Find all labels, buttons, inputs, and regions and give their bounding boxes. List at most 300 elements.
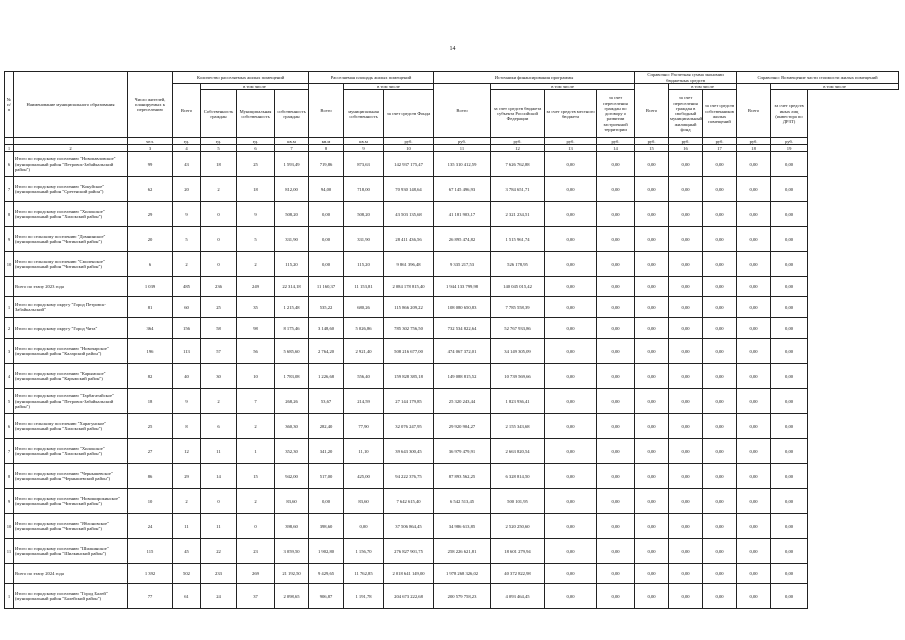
cell-e1: 0,00 (635, 539, 669, 564)
cell-e2: 0,00 (669, 389, 703, 414)
header-comp2: за счет средств иных лиц (инвестора по ДРЗТ) (771, 90, 808, 138)
cell-local: 0,00 (545, 227, 597, 252)
cell-c-total: 0,00 (703, 152, 737, 177)
cell-area-mun: 11 762,85 (344, 564, 384, 584)
cell-area-cit: 0,00 (309, 202, 344, 227)
table-row (5, 152, 899, 177)
cell-name: Итого по сельскому поселению "Смоленское" (муниципальный район "Читинский район") (14, 252, 128, 277)
cell-fund: 258 226 621,81 (434, 539, 491, 564)
table-total-row (5, 277, 899, 297)
cell-cit: 24 (201, 584, 237, 609)
cell-e1: 0,00 (635, 414, 669, 439)
cell-cit: 18 (201, 152, 237, 177)
cell-area-cit: 9 429,65 (309, 564, 344, 584)
cell-area: 352,30 (275, 439, 309, 464)
cell-area: 1 593,49 (275, 152, 309, 177)
cell-subject: 2 520 250,60 (491, 514, 545, 539)
cell-name: Итого по городскому поселению "Город Балей" (муниципальный район "Балейский район") (14, 584, 128, 609)
cell-no: 4 (5, 364, 14, 389)
cell-e2: 0,00 (669, 489, 703, 514)
cell-subject: 34 149 305,09 (491, 339, 545, 364)
cell-c2: 0,00 (771, 318, 808, 339)
cell-mun: 35 (237, 297, 275, 318)
cell-no: 1 (5, 297, 14, 318)
cell-people: 25 (128, 414, 173, 439)
cell-people: 86 (128, 464, 173, 489)
column-number-cell: 16 (669, 145, 703, 152)
cell-mun: 2 (237, 252, 275, 277)
cell-fin-total: 9 861 396,48 (384, 252, 434, 277)
cell-mun: 25 (237, 152, 275, 177)
unit-cell-empty (14, 138, 128, 145)
cell-local: 0,00 (545, 339, 597, 364)
cell-fund: 67 145 496,93 (434, 177, 491, 202)
cell-area-mun: 77,90 (344, 414, 384, 439)
cell-fin-total: 204 673 222,68 (384, 584, 434, 609)
cell-no: 10 (5, 252, 14, 277)
unit-cell: руб. (737, 138, 771, 145)
cell-people: 364 (128, 318, 173, 339)
cell-area: 5 685,60 (275, 339, 309, 364)
cell-e-total: 0,00 (597, 389, 635, 414)
cell-total: 485 (173, 277, 201, 297)
cell-subject: 2 155 343,68 (491, 414, 545, 439)
cell-area: 21 192,50 (275, 564, 309, 584)
cell-fund: 87 893 562,25 (434, 464, 491, 489)
cell-e1: 0,00 (635, 318, 669, 339)
cell-name: Итого по городскому округу "Город Петровск-Забайкальский" (14, 297, 128, 318)
cell-area-cit: 341,20 (309, 439, 344, 464)
cell-total: 9 (173, 389, 201, 414)
cell-fin-total: 27 144 179,85 (384, 389, 434, 414)
cell-local: 0,00 (545, 414, 597, 439)
cell-fin-total: 43 503 135,68 (384, 202, 434, 227)
cell-e1: 0,00 (635, 339, 669, 364)
header-municipality: Наименование муниципального образования (14, 72, 128, 138)
header-area-total: Всего (309, 84, 344, 138)
cell-total: 2 (173, 489, 201, 514)
unit-cell: руб. (771, 138, 808, 145)
cell-total: 43 (173, 152, 201, 177)
cell-no: 1 (5, 584, 14, 609)
cell-fin-total: 2 018 641 149,00 (384, 564, 434, 584)
cell-subject: 2 663 820,54 (491, 439, 545, 464)
table-row (5, 318, 899, 339)
cell-c2: 0,00 (771, 389, 808, 414)
cell-e2: 0,00 (669, 252, 703, 277)
table-row (5, 489, 899, 514)
cell-e-total: 0,00 (597, 539, 635, 564)
column-number-cell: 10 (384, 145, 434, 152)
header-area-incl: в том числе (344, 84, 434, 90)
cell-cit: 58 (201, 318, 237, 339)
column-number-cell: 9 (344, 145, 384, 152)
column-number-cell: 15 (635, 145, 669, 152)
cell-area: 2 098,65 (275, 584, 309, 609)
cell-c2: 0,00 (771, 464, 808, 489)
cell-e2: 0,00 (669, 297, 703, 318)
column-numbers-row (5, 145, 899, 152)
unit-cell: руб. (669, 138, 703, 145)
cell-local: 0,00 (545, 514, 597, 539)
cell-area: 1 215,48 (275, 297, 309, 318)
cell-local: 0,00 (545, 318, 597, 339)
column-number-cell: 4 (173, 145, 201, 152)
cell-fin-total: 142 937 175,47 (384, 152, 434, 177)
cell-people: 82 (128, 364, 173, 389)
cell-subject: 52 767 933,86 (491, 318, 545, 339)
cell-area-mun: 556,40 (344, 364, 384, 389)
cell-people: 62 (128, 177, 173, 202)
cell-mun: 18 (237, 177, 275, 202)
cell-e2: 0,00 (669, 514, 703, 539)
cell-mun: 10 (237, 364, 275, 389)
cell-mun: 23 (237, 539, 275, 564)
cell-no: 7 (5, 177, 14, 202)
header-count-total: Всего (173, 84, 201, 138)
cell-c1: 0,00 (737, 297, 771, 318)
cell-area: 268,26 (275, 389, 309, 414)
cell-people: 196 (128, 339, 173, 364)
cell-area-mun: 718,00 (344, 177, 384, 202)
unit-cell: руб. (635, 138, 669, 145)
cell-c1: 0,00 (737, 277, 771, 297)
cell-no: 10 (5, 514, 14, 539)
cell-fin-total: 70 930 148,64 (384, 177, 434, 202)
cell-total: 12 (173, 439, 201, 464)
cell-total: 9 (173, 202, 201, 227)
cell-no (5, 564, 14, 584)
column-number-cell: 14 (597, 145, 635, 152)
cell-e1: 0,00 (635, 227, 669, 252)
column-number-cell: 2 (14, 145, 128, 152)
cell-c-total: 0,00 (703, 252, 737, 277)
cell-e-total: 0,00 (597, 414, 635, 439)
cell-mun: 249 (237, 277, 275, 297)
unit-cell: чел. (128, 138, 173, 145)
column-number-cell: 1 (5, 145, 14, 152)
cell-area: 83,60 (275, 489, 309, 514)
cell-total: 29 (173, 464, 201, 489)
cell-subject: 40 372 822,98 (491, 564, 545, 584)
cell-e2: 0,00 (669, 202, 703, 227)
cell-cit: 236 (201, 277, 237, 297)
cell-fund: 25 320 243,44 (434, 389, 491, 414)
cell-no: 3 (5, 339, 14, 364)
cell-cit: 0 (201, 227, 237, 252)
cell-fund: 135 310 412,59 (434, 152, 491, 177)
cell-c1: 0,00 (737, 318, 771, 339)
cell-cit: 0 (201, 202, 237, 227)
header-comp1: за счет средств собственников жилых помещений (703, 90, 737, 138)
cell-no (5, 277, 14, 297)
cell-total: 60 (173, 297, 201, 318)
cell-area: 942,00 (275, 464, 309, 489)
table-row (5, 439, 899, 464)
cell-e-total: 0,00 (597, 318, 635, 339)
cell-e1: 0,00 (635, 464, 669, 489)
cell-e-total: 0,00 (597, 489, 635, 514)
column-number-cell: 17 (703, 145, 737, 152)
cell-area: 812,00 (275, 177, 309, 202)
cell-c1: 0,00 (737, 252, 771, 277)
cell-area-cit: 535,22 (309, 297, 344, 318)
cell-c-total: 0,00 (703, 177, 737, 202)
cell-c-total: 0,00 (703, 389, 737, 414)
cell-name: Итого по городскому поселению "Новопавловское" (муниципальный район "Петровск-Забайкальский район") (14, 152, 128, 177)
unit-cell: ед. (173, 138, 201, 145)
header-own-citizens: Собственность граждан (201, 90, 237, 138)
cell-total: 156 (173, 318, 201, 339)
table-row (5, 389, 899, 414)
header-no: № п/п (5, 72, 14, 138)
cell-people: 18 (128, 389, 173, 414)
cell-people: 99 (128, 152, 173, 177)
cell-area-mun: 0,00 (344, 514, 384, 539)
header-count-incl: в том числе (201, 84, 309, 90)
cell-e-total: 0,00 (597, 514, 635, 539)
cell-people: 24 (128, 514, 173, 539)
cell-people: 115 (128, 539, 173, 564)
column-number-cell: 18 (737, 145, 771, 152)
header-comp-total: Всего (737, 84, 771, 138)
cell-fin-total: 508 216 677,00 (384, 339, 434, 364)
cell-fund: 200 579 758,23 (434, 584, 491, 609)
cell-e2: 0,00 (669, 177, 703, 202)
cell-c2: 0,00 (771, 152, 808, 177)
table-row (5, 202, 899, 227)
cell-e2: 0,00 (669, 339, 703, 364)
header-people: Число жителей, планируемых к переселению (128, 72, 173, 138)
cell-mun: 2 (237, 489, 275, 514)
header-own-municipal: Муниципальная собственность (237, 90, 275, 138)
cell-subject: 10 739 569,66 (491, 364, 545, 389)
cell-c1: 0,00 (737, 514, 771, 539)
cell-cit: 0 (201, 252, 237, 277)
column-number-cell: 12 (491, 145, 545, 152)
cell-c2: 0,00 (771, 252, 808, 277)
unit-cell: кв.м (275, 138, 309, 145)
cell-no: 11 (5, 539, 14, 564)
cell-c2: 0,00 (771, 584, 808, 609)
cell-e-total: 0,00 (597, 252, 635, 277)
cell-area-cit: 0,00 (309, 252, 344, 277)
cell-people: 1 039 (128, 277, 173, 297)
header-ref2-group: Справочно: Возмещение части стоимости жилых помещений (737, 72, 899, 84)
cell-local: 0,00 (545, 439, 597, 464)
cell-c-total: 0,00 (703, 364, 737, 389)
cell-cit: 6 (201, 414, 237, 439)
cell-e1: 0,00 (635, 489, 669, 514)
cell-c2: 0,00 (771, 364, 808, 389)
cell-e1: 0,00 (635, 389, 669, 414)
cell-mun: 98 (237, 318, 275, 339)
table-row (5, 227, 899, 252)
cell-c1: 0,00 (737, 152, 771, 177)
cell-area-cit: 2 764,20 (309, 339, 344, 364)
cell-e2: 0,00 (669, 564, 703, 584)
cell-local: 0,00 (545, 564, 597, 584)
cell-c-total: 0,00 (703, 464, 737, 489)
cell-local: 0,00 (545, 539, 597, 564)
cell-area-mun: 508,20 (344, 202, 384, 227)
cell-c2: 0,00 (771, 414, 808, 439)
table-row (5, 177, 899, 202)
cell-local: 0,00 (545, 252, 597, 277)
cell-local: 0,00 (545, 202, 597, 227)
cell-area-cit: 1 902,80 (309, 539, 344, 564)
cell-c-total: 0,00 (703, 339, 737, 364)
cell-area-mun: 680,26 (344, 297, 384, 318)
cell-area-cit: 517,00 (309, 464, 344, 489)
unit-cell: кв.м (344, 138, 384, 145)
cell-fund: 34 986 613,85 (434, 514, 491, 539)
table-row (5, 339, 899, 364)
cell-subject: 140 045 015,42 (491, 277, 545, 297)
table-row (5, 464, 899, 489)
column-number-cell: 5 (201, 145, 237, 152)
unit-cell: ед. (237, 138, 275, 145)
cell-c-total: 0,00 (703, 414, 737, 439)
cell-e2: 0,00 (669, 364, 703, 389)
unit-cell: руб. (597, 138, 635, 145)
cell-c2: 0,00 (771, 439, 808, 464)
cell-no: 7 (5, 439, 14, 464)
cell-area-mun: 11,10 (344, 439, 384, 464)
cell-no: 5 (5, 389, 14, 414)
cell-c1: 0,00 (737, 539, 771, 564)
cell-area-cit: 53,67 (309, 389, 344, 414)
cell-c-total: 0,00 (703, 564, 737, 584)
cell-c2: 0,00 (771, 339, 808, 364)
cell-subject: 1 515 961,74 (491, 227, 545, 252)
cell-name: Итого по городскому поселению "Хилокское" (муниципальный район "Хилокский район") (14, 439, 128, 464)
cell-c2: 0,00 (771, 297, 808, 318)
cell-total: 20 (173, 177, 201, 202)
cell-area-cit: 0,00 (309, 227, 344, 252)
cell-area-cit: 11 160,37 (309, 277, 344, 297)
cell-subject: 6 328 814,50 (491, 464, 545, 489)
page-number: 14 (449, 46, 456, 52)
cell-no: 9 (5, 489, 14, 514)
cell-name: Итого по городскому поселению "Хилокское" (муниципальный район "Хилокский район") (14, 202, 128, 227)
cell-cit: 11 (201, 514, 237, 539)
cell-name: Итого по городскому поселению "Чернышевское" (муниципальный район "Чернышевский район") (14, 464, 128, 489)
header-econ1: за счет переселения граждан по договору о развитии застроенной территории (597, 90, 635, 138)
cell-local: 0,00 (545, 297, 597, 318)
cell-mun: 1 (237, 439, 275, 464)
cell-e2: 0,00 (669, 227, 703, 252)
cell-area: 331,90 (275, 227, 309, 252)
cell-c2: 0,00 (771, 177, 808, 202)
header-fin-total: Всего (434, 84, 491, 138)
cell-total: 61 (173, 584, 201, 609)
cell-e-total: 0,00 (597, 564, 635, 584)
cell-people: 6 (128, 252, 173, 277)
cell-total: 5 (173, 227, 201, 252)
cell-fin-total: 7 642 615,40 (384, 489, 434, 514)
cell-area-mun: 5 026,86 (344, 318, 384, 339)
cell-mun: 37 (237, 584, 275, 609)
cell-e-total: 0,00 (597, 584, 635, 609)
cell-c-total: 0,00 (703, 202, 737, 227)
cell-c-total: 0,00 (703, 514, 737, 539)
column-number-cell: 7 (275, 145, 309, 152)
cell-subject: 500 101,95 (491, 489, 545, 514)
cell-mun: 5 (237, 227, 275, 252)
cell-no: 9 (5, 227, 14, 252)
cell-c1: 0,00 (737, 202, 771, 227)
cell-subject: 1 823 936,41 (491, 389, 545, 414)
cell-fund: 732 534 822,64 (434, 318, 491, 339)
cell-people: 81 (128, 297, 173, 318)
unit-cell: руб. (703, 138, 737, 145)
header-subject: за счет средств бюджета субъекта Российской Федерации (491, 90, 545, 138)
cell-total: 40 (173, 364, 201, 389)
header-fund: за счет средств Фонда (384, 90, 434, 138)
cell-fund: 1 944 133 799,98 (434, 277, 491, 297)
header-area-citizens: собственность граждан (275, 90, 309, 138)
cell-c-total: 0,00 (703, 277, 737, 297)
cell-name: Всего по этапу 2023 года (14, 277, 128, 297)
cell-subject: 18 601 279,94 (491, 539, 545, 564)
cell-people: 1 392 (128, 564, 173, 584)
cell-c1: 0,00 (737, 389, 771, 414)
table-body (5, 152, 899, 609)
cell-area-cit: 94,00 (309, 177, 344, 202)
cell-c2: 0,00 (771, 202, 808, 227)
cell-mun: 2 (237, 414, 275, 439)
cell-fin-total: 785 302 756,50 (384, 318, 434, 339)
cell-total: 502 (173, 564, 201, 584)
cell-people: 10 (128, 489, 173, 514)
cell-name: Итого по городскому поселению "Шилкинское" (муниципальный район "Шилкинский район") (14, 539, 128, 564)
cell-fin-total: 159 828 385,18 (384, 364, 434, 389)
header-area-group: Расселяемая площадь жилых помещений (309, 72, 434, 84)
cell-area-mun: 1 191,78 (344, 584, 384, 609)
cell-name: Итого по городскому поселению "Карымское" (муниципальный район "Карымский район") (14, 364, 128, 389)
cell-cit: 0 (201, 489, 237, 514)
cell-area: 22 314,18 (275, 277, 309, 297)
cell-fin-total: 115 866 209,22 (384, 297, 434, 318)
cell-area-mun: 214,59 (344, 389, 384, 414)
units-row (5, 138, 899, 145)
cell-people: 20 (128, 227, 173, 252)
column-number-cell: 19 (771, 145, 808, 152)
cell-c2: 0,00 (771, 227, 808, 252)
cell-area-mun: 2 921,40 (344, 339, 384, 364)
cell-fund: 108 080 650,83 (434, 297, 491, 318)
cell-local: 0,00 (545, 277, 597, 297)
cell-c1: 0,00 (737, 364, 771, 389)
cell-area: 1 783,08 (275, 364, 309, 389)
cell-total: 8 (173, 414, 201, 439)
cell-e-total: 0,00 (597, 277, 635, 297)
cell-area-cit: 1 226,68 (309, 364, 344, 389)
table-row (5, 514, 899, 539)
cell-e2: 0,00 (669, 152, 703, 177)
cell-area: 508,20 (275, 202, 309, 227)
header-fin-incl: в том числе (491, 84, 635, 90)
cell-fund: 26 895 474,82 (434, 227, 491, 252)
table-row (5, 252, 899, 277)
cell-e1: 0,00 (635, 252, 669, 277)
cell-fin-total: 276 827 901,75 (384, 539, 434, 564)
cell-total: 113 (173, 339, 201, 364)
cell-area: 3 059,50 (275, 539, 309, 564)
cell-people: 77 (128, 584, 173, 609)
cell-no: 8 (5, 202, 14, 227)
